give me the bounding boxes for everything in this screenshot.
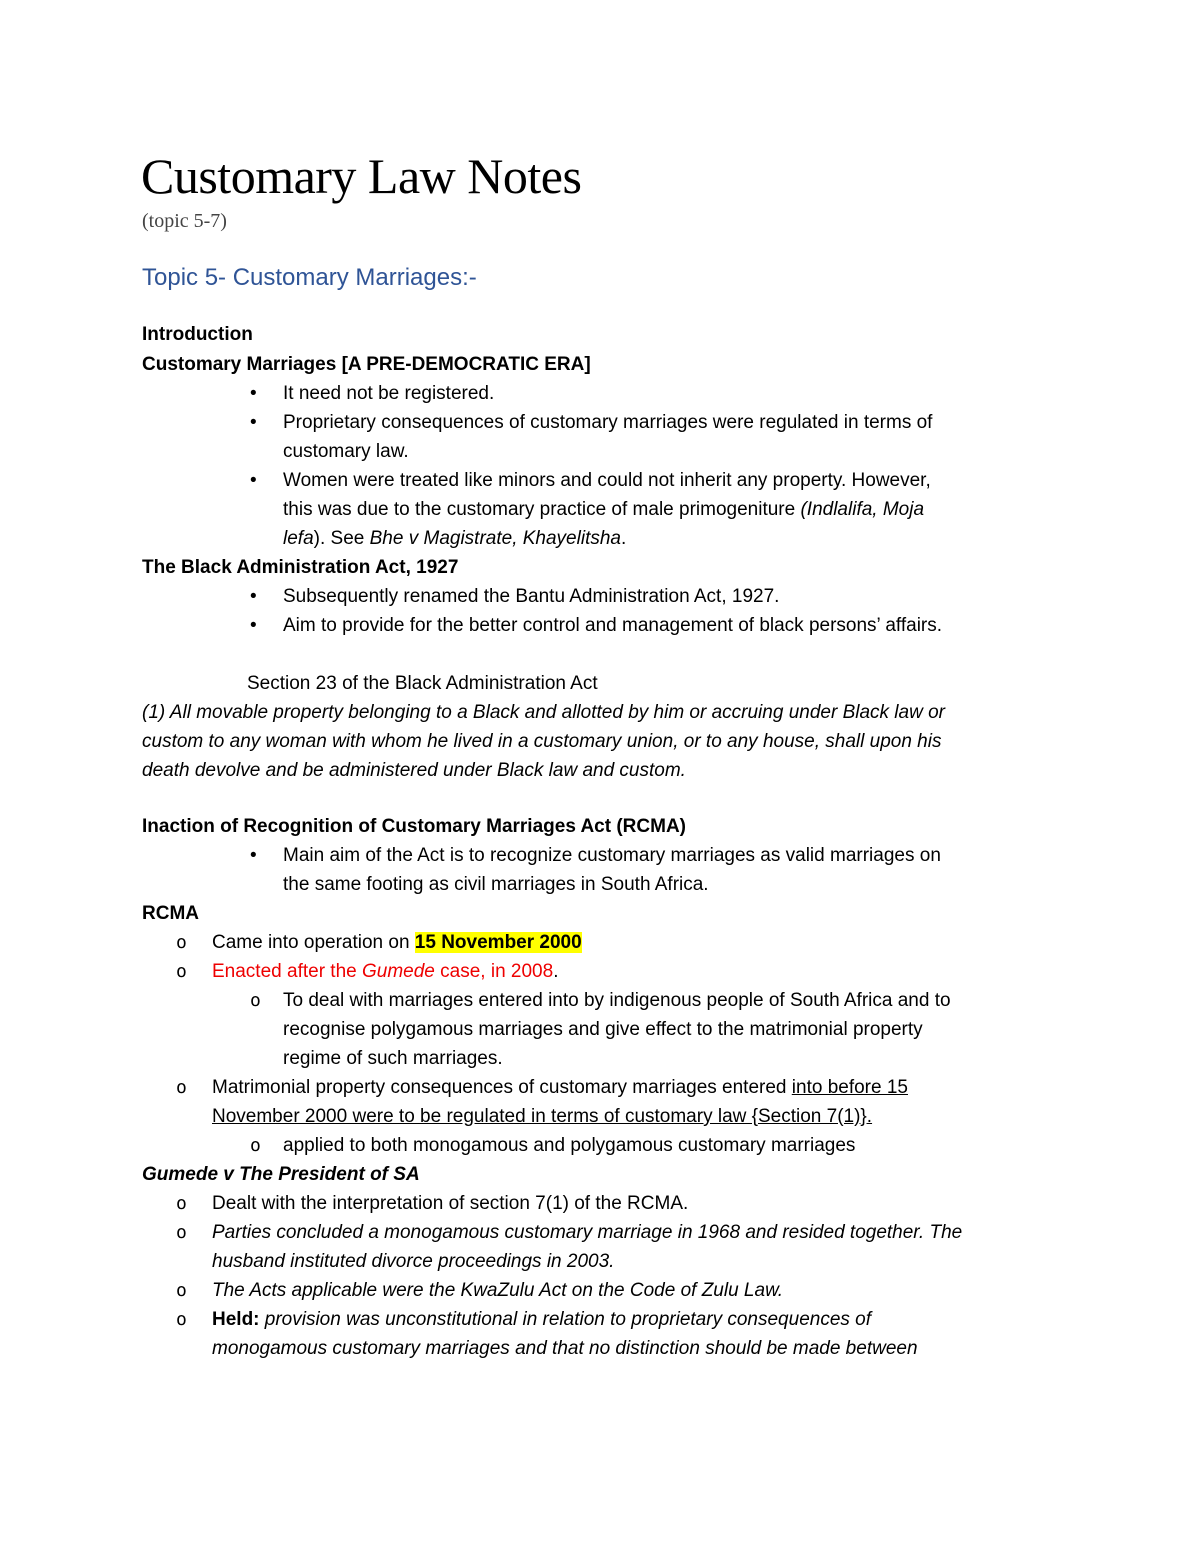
text-run: this was due to the customary practice of male primogeniture [283,499,801,520]
list-item: Dealt with the interpretation of section 7(1) of the RCMA. [212,1193,689,1214]
text-run: Enacted after the [212,961,362,982]
bullet-circle: o [176,1222,187,1243]
bullet-circle: o [176,1077,187,1098]
list-item-continued: the same footing as civil marriages in South Africa. [283,874,709,895]
intro-heading: Introduction [142,324,253,345]
list-item-continued [283,524,626,554]
text-run: ). See [313,528,370,549]
list-item-continued: monogamous customary marriages and that no distinction should be made between [212,1338,918,1359]
document-subtitle: (topic 5-7) [142,210,227,232]
highlighted-date: 15 November 2000 [414,932,582,953]
text-run-underlined: into before 15 [791,1077,908,1098]
text-run: Came into operation on [212,932,415,953]
bullet-circle: o [250,1135,261,1156]
text-run-italic: (Indlalifa, Moja [800,499,925,520]
list-item: Parties concluded a monogamous customary marriage in 1968 and resided together. The [212,1222,963,1243]
sub-list-item: applied to both monogamous and polygamous customary marriages [283,1135,856,1156]
list-item-continued: customary law. [283,441,409,462]
text-run-italic: provision was unconstitutional in relation to proprietary consequences of [259,1309,872,1330]
text-run: . [620,528,627,549]
list-item-continued: husband instituted divorce proceedings in 2003. [212,1251,615,1272]
document-title: Customary Law Notes [141,148,582,204]
list-item [212,1305,871,1335]
text-run: Matrimonial property consequences of customary marriages entered [212,1077,792,1098]
sub-list-item: To deal with marriages entered into by indigenous people of South Africa and to [283,990,951,1011]
bullet-dot: • [250,586,257,607]
bullet-dot: • [250,470,257,491]
list-item: Subsequently renamed the Bantu Administration Act, 1927. [283,586,780,607]
text-run: case, in 2008 [434,961,554,982]
list-item: Main aim of the Act is to recognize customary marriages as valid marriages on [283,845,941,866]
section23-text: death devolve and be administered under Black law and custom. [142,760,686,781]
list-item: Aim to provide for the better control and management of black persons’ affairs. [283,615,943,636]
bullet-dot: • [250,412,257,433]
rcma-heading: RCMA [142,903,199,924]
bullet-circle: o [176,1280,187,1301]
bullet-circle: o [250,990,261,1011]
section23-heading: Section 23 of the Black Administration Act [247,673,598,694]
bullet-circle: o [176,961,187,982]
held-label: Held: [212,1309,260,1330]
list-item: Proprietary consequences of customary marriages were regulated in terms of [283,412,933,433]
text-run-italic: lefa [283,528,314,549]
sub-list-item-continued: regime of such marriages. [283,1048,503,1069]
list-item-continued: November 2000 were to be regulated in terms of customary law {Section 7(1)}. [212,1106,873,1127]
case-citation: Gumede [362,961,435,982]
topic-heading: Topic 5- Customary Marriages:- [142,264,477,291]
section23-text: custom to any woman with whom he lived in a customary union, or to any house, shall upon his [142,731,942,752]
pre-democratic-heading: Customary Marriages [A PRE-DEMOCRATIC ERA] [142,354,591,375]
list-item [212,1073,908,1103]
black-admin-heading: The Black Administration Act, 1927 [142,557,459,578]
bullet-dot: • [250,845,257,866]
list-item-continued [283,495,924,525]
list-item: The Acts applicable were the KwaZulu Act on the Code of Zulu Law. [212,1280,784,1301]
bullet-dot: • [250,615,257,636]
bullet-circle: o [176,1309,187,1330]
bullet-circle: o [176,1193,187,1214]
gumede-heading: Gumede v The President of SA [142,1164,420,1185]
list-item: It need not be registered. [283,383,495,404]
sub-list-item-continued: recognise polygamous marriages and give effect to the matrimonial property [283,1019,923,1040]
list-item: Women were treated like minors and could not inherit any property. However, [283,470,931,491]
list-item-red [212,957,558,987]
case-citation: Bhe v Magistrate, Khayelitsha [369,528,621,549]
inaction-heading: Inaction of Recognition of Customary Marriages Act (RCMA) [142,816,686,837]
text-run: . [553,961,559,982]
bullet-dot: • [250,383,257,404]
list-item [212,928,582,958]
bullet-circle: o [176,932,187,953]
section23-text: (1) All movable property belonging to a Black and allotted by him or accruing under Black law or [142,702,945,723]
